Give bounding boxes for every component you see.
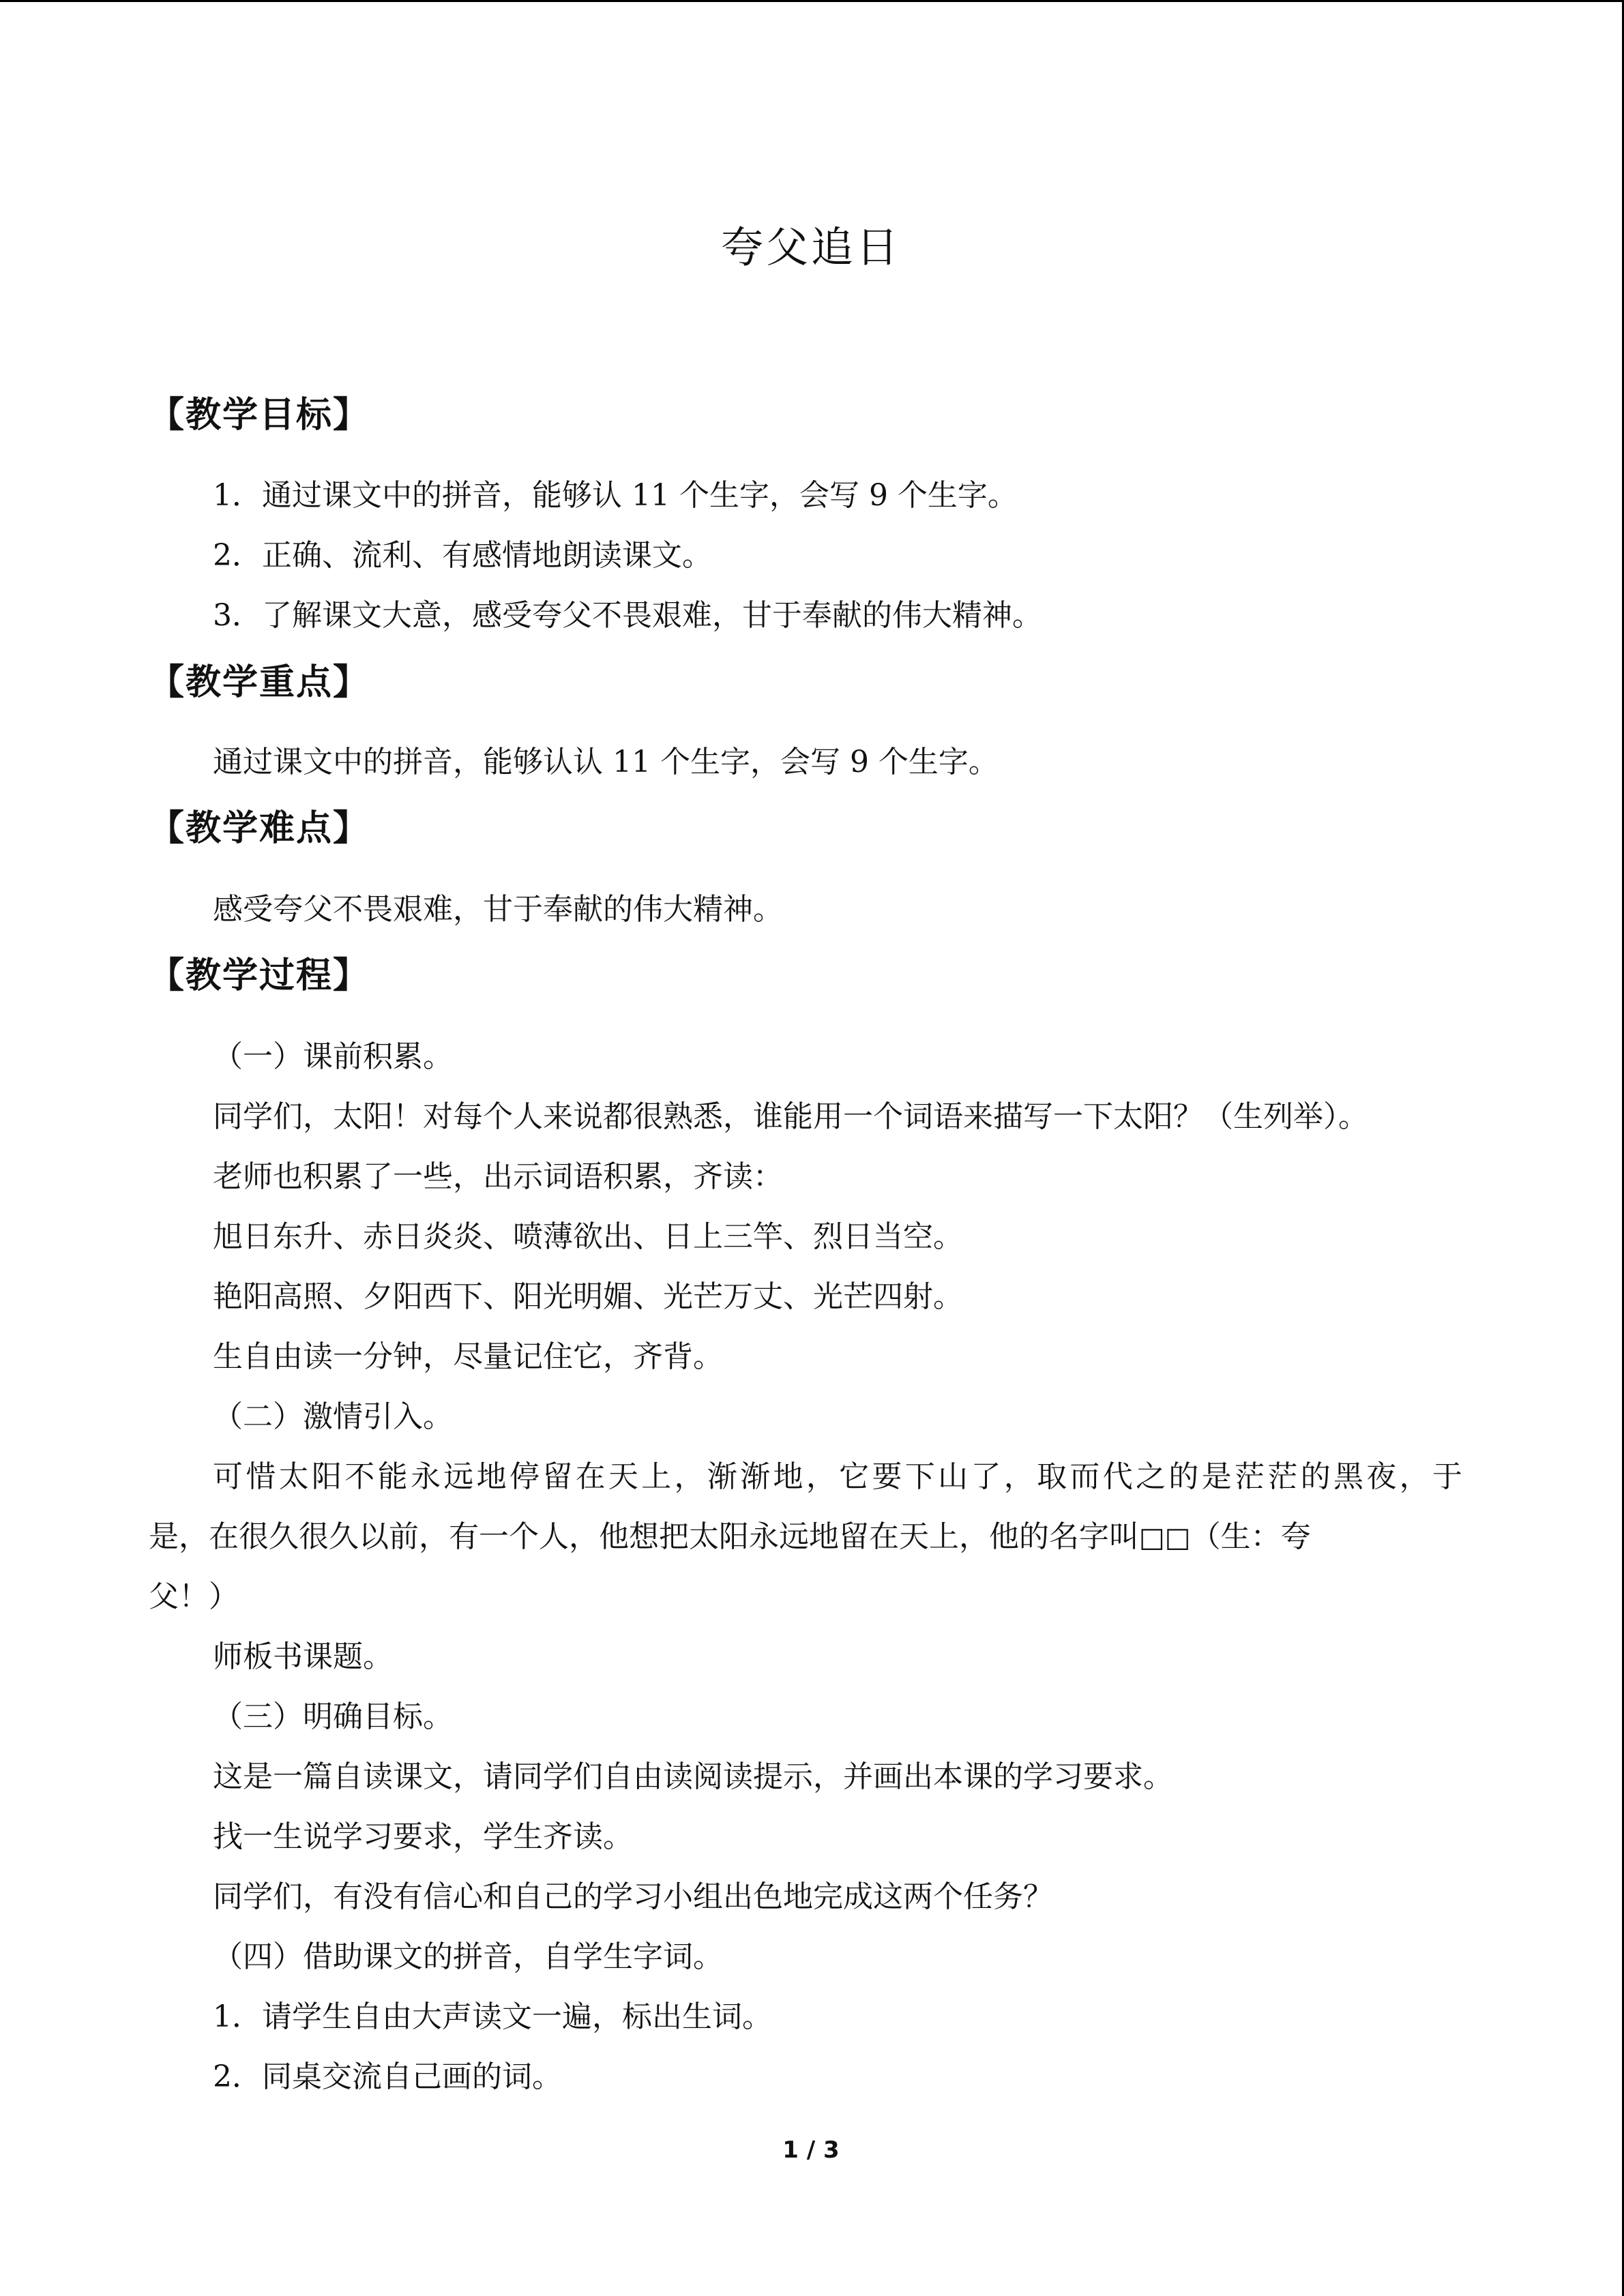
heading-key-points: 【教学重点】 [149, 662, 370, 703]
process-paragraph: 找一生说学习要求，学生齐读。 [213, 1819, 633, 1854]
document-title: 夸父追日 [720, 222, 901, 272]
objective-item-1: 1．通过课文中的拼音，能够认 11 个生字，会写 9 个生字。 [213, 478, 1018, 513]
objective-item-2: 2．正确、流利、有感情地朗读课文。 [213, 538, 712, 573]
process-paragraph-line [149, 1519, 1311, 1554]
process-paragraph-text: （生：夸 [1190, 1519, 1311, 1554]
process-step-3-title: （三）明确目标。 [213, 1699, 453, 1734]
process-paragraph-line: 父！） [149, 1579, 239, 1614]
process-paragraph: 师板书课题。 [213, 1639, 393, 1674]
idiom-list-line-1: 旭日东升、赤日炎炎、喷薄欲出、日上三竿、烈日当空。 [213, 1219, 963, 1254]
objective-item-3: 3．了解课文大意，感受夸父不畏艰难，甘于奉献的伟大精神。 [213, 598, 1042, 633]
process-paragraph: 这是一篇自读课文，请同学们自由读阅读提示，并画出本课的学习要求。 [213, 1759, 1173, 1794]
process-paragraph: 同学们，太阳！对每个人来说都很熟悉，谁能用一个词语来描写一下太阳？（生列举）。 [213, 1099, 1368, 1134]
process-step-1-title: （一）课前积累。 [213, 1039, 453, 1074]
heading-process: 【教学过程】 [149, 955, 370, 996]
heading-objectives: 【教学目标】 [149, 395, 370, 436]
process-paragraph: 2．同桌交流自己画的词。 [213, 2059, 562, 2094]
blank-boxes: □□ [1139, 1522, 1191, 1553]
heading-difficulties: 【教学难点】 [149, 808, 370, 849]
process-paragraph: 同学们，有没有信心和自己的学习小组出色地完成这两个任务？ [213, 1879, 1053, 1914]
page-number: 1 / 3 [782, 2136, 840, 2164]
process-paragraph-text: 是，在很久很久以前，有一个人，他想把太阳永远地留在天上，他的名字叫 [149, 1519, 1139, 1554]
difficulties-text: 感受夸父不畏艰难，甘于奉献的伟大精神。 [213, 892, 783, 927]
key-points-text: 通过课文中的拼音，能够认认 11 个生字，会写 9 个生字。 [213, 745, 999, 779]
process-paragraph: 1．请学生自由大声读文一遍，标出生词。 [213, 1999, 772, 2034]
process-step-4-title: （四）借助课文的拼音，自学生字词。 [213, 1939, 723, 1974]
process-paragraph: 老师也积累了一些，出示词语积累，齐读： [213, 1159, 783, 1194]
process-paragraph-line: 可惜太阳不能永远地停留在天上，渐渐地，它要下山了，取而代之的是茫茫的黑夜，于 [213, 1459, 1462, 1494]
process-step-2-title: （二）激情引入。 [213, 1399, 453, 1434]
process-paragraph: 生自由读一分钟，尽量记住它，齐背。 [213, 1339, 723, 1374]
idiom-list-line-2: 艳阳高照、夕阳西下、阳光明媚、光芒万丈、光芒四射。 [213, 1279, 963, 1314]
